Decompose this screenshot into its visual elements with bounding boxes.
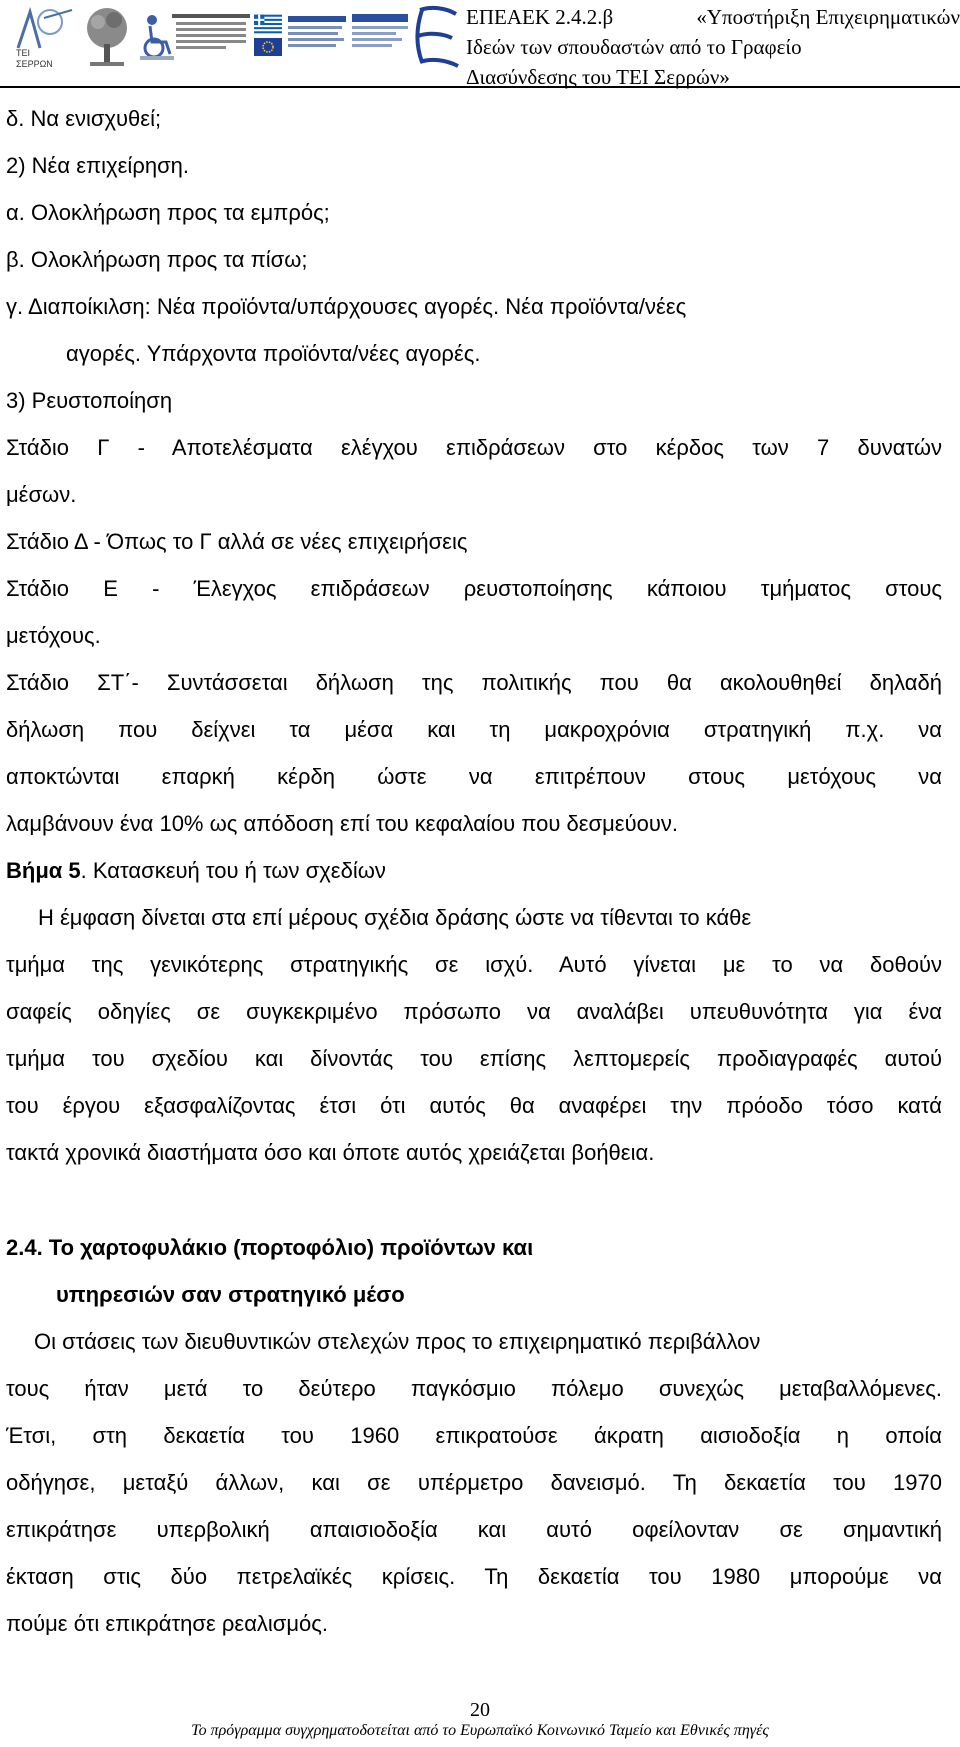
header-line-1 xyxy=(466,2,960,32)
text-line: β. Ολοκλήρωση προς τα πίσω; xyxy=(6,247,308,272)
svg-text:ΤΕΙ: ΤΕΙ xyxy=(16,48,31,58)
page-number: 20 xyxy=(470,1699,490,1721)
header-line-3: Διασύνδεσης του ΤΕΙ Σερρών» xyxy=(466,65,730,89)
text-line: τους ήταν μετά το δεύτερο παγκόσμιο πόλεμο συνεχώς μεταβαλλόμενες. xyxy=(6,1376,942,1401)
header-program-code: ΕΠΕΑΕΚ 2.4.2.β xyxy=(466,5,614,29)
text-line: α. Ολοκλήρωση προς τα εμπρός; xyxy=(6,200,330,225)
text-line: δήλωση που δείχνει τα μέσα και τη μακροχρόνια στρατηγική π.χ. να xyxy=(6,717,942,742)
text-line: μέσων. xyxy=(6,482,77,507)
text-line: τακτά χρονικά διαστήματα όσο και όποτε αυτός χρειάζεται βοήθεια. xyxy=(6,1140,655,1165)
text-line: Η έμφαση δίνεται στα επί μέρους σχέδια δράσης ώστε να τίθενται το κάθε xyxy=(38,905,752,930)
text-line: Οι στάσεις των διευθυντικών στελεχών προς το επιχειρηματικό περιβάλλον xyxy=(34,1329,761,1354)
text-line: μετόχους. xyxy=(6,623,101,648)
text-line: Στάδιο Δ - Όπως το Γ αλλά σε νέες επιχειρήσεις xyxy=(6,529,468,554)
text-line: σαφείς οδηγίες σε συγκεκριμένο πρόσωπο να αναλάβει υπευθυνότητα για ένα xyxy=(6,999,942,1024)
text-line: πούμε ότι επικράτησε ρεαλισμός. xyxy=(6,1611,329,1636)
page-header xyxy=(0,0,960,88)
text-line: λαμβάνουν ένα 10% ως απόδοση επί του κεφαλαίου που δεσμεύουν. xyxy=(6,811,678,836)
text-line: Στάδιο Ε - Έλεγχος επιδράσεων ρευστοποίησης κάποιου τμήματος στους xyxy=(6,576,942,601)
epeaek-e-logo xyxy=(412,4,464,70)
section-heading: 2.4. Το χαρτοφυλάκιο (πορτοφόλιο) προϊόντων και xyxy=(6,1235,534,1260)
text-line: έκταση στις δύο πετρελαϊκές κρίσεις. Τη δεκαετία του 1980 μπορούμε να xyxy=(6,1564,942,1589)
step-5-line xyxy=(6,856,386,886)
funding-footer: Το πρόγραμμα συγχρηματοδοτείται από το Ευρωπαϊκό Κοινωνικό Ταμείο και Εθνικές πηγές xyxy=(191,1722,769,1739)
text-line: τμήμα της γενικότερης στρατηγικής σε ισχύ. Αυτό γίνεται με το να δοθούν xyxy=(6,952,942,977)
svg-text:ΣΕΡΡΩΝ: ΣΕΡΡΩΝ xyxy=(16,59,53,69)
step-5-title: . Κατασκευή του ή των σχεδίων xyxy=(80,858,386,883)
text-line: τμήμα του σχεδίου και δίνοντάς του επίσης λεπτομερείς προδιαγραφές αυτού xyxy=(6,1046,942,1071)
text-line: Έτσι, στη δεκαετία του 1960 επικρατούσε άκρατη αισιοδοξία η οποία xyxy=(6,1423,942,1448)
step-5-label: Βήμα 5 xyxy=(6,858,81,883)
eu-text-logo xyxy=(288,16,346,56)
tei-serron-logo xyxy=(14,4,76,70)
section-heading-continued: υπηρεσιών σαν στρατηγικό μέσο xyxy=(56,1282,405,1307)
greek-flag-icon xyxy=(254,14,282,34)
text-line: του έργου εξασφαλίζοντας έτσι ότι αυτός θα αναφέρει την πρόοδο τόσο κατά xyxy=(6,1093,942,1118)
header-line-2: Ιδεών των σπουδαστών από το Γραφείο xyxy=(466,35,802,59)
eu-flag-icon xyxy=(254,38,282,56)
header-project-title xyxy=(466,2,960,92)
text-line: αγορές. Υπάρχοντα προϊόντα/νέες αγορές. xyxy=(66,341,481,366)
text-line: Στάδιο ΣΤ΄- Συντάσσεται δήλωση της πολιτικής που θα ακολουθηθεί δηλαδή xyxy=(6,670,942,695)
ministry-text-logo xyxy=(172,14,250,54)
text-line: 2) Νέα επιχείρηση. xyxy=(6,153,189,178)
header-program-title: «Υποστήριξη Επιχειρηματικών xyxy=(696,5,960,29)
information-society-logo xyxy=(352,14,408,58)
text-line: γ. Διαποίκιλση: Νέα προϊόντα/υπάρχουσες αγορές. Νέα προϊόντα/νέες xyxy=(6,294,687,319)
text-line: δ. Να ενισχυθεί; xyxy=(6,106,162,131)
text-line: Στάδιο Γ - Αποτελέσματα ελέγχου επιδράσεων στο κέρδος των 7 δυνατών xyxy=(6,435,942,460)
text-line: οδήγησε, μεταξύ άλλων, και σε υπέρμετρο δανεισμό. Τη δεκαετία του 1970 xyxy=(6,1470,942,1495)
text-line: 3) Ρευστοποίηση xyxy=(6,388,173,413)
text-line: αποκτώνται επαρκή κέρδη ώστε να επιτρέπουν στους μετόχους να xyxy=(6,764,942,789)
text-line: επικράτησε υπερβολική απαισιοδοξία και αυτό οφείλονταν σε σημαντική xyxy=(6,1517,942,1542)
tree-logo xyxy=(82,4,132,70)
